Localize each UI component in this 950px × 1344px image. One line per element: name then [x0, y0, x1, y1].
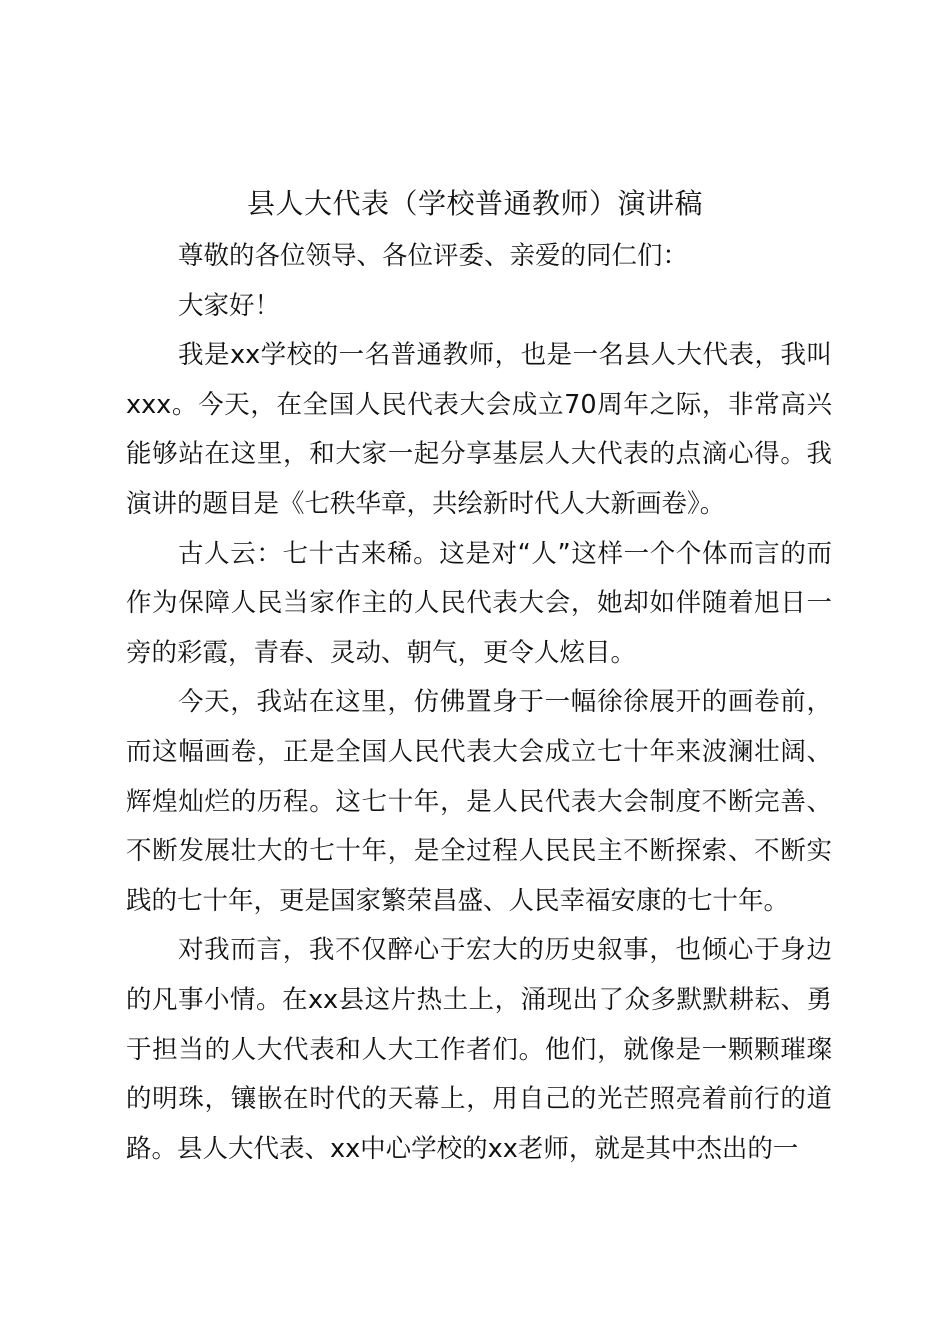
greeting-paragraph: 大家好！ [178, 290, 281, 321]
document-title: 县人大代表（学校普通教师）演讲稿 [246, 187, 703, 220]
introduction-paragraph: 我是xx学校的一名普通教师，也是一名县人大代表，我叫xxx。今天，在全国人民代表大会成立70周年之际，非常高兴能够站在这里，和大家一起分享基层人大代表的点滴心得。我演讲的题目是《七秩华章，共绘新时代人大新画卷》。 [126, 340, 832, 519]
document-body [126, 232, 832, 1174]
body-paragraph: 对我而言，我不仅醉心于宏大的历史叙事，也倾心于身边的凡事小情。在xx县这片热土上，涌现出了众多默默耕耘、勇于担当的人大代表和人大工作者们。他们，就像是一颗颗璀璨的明珠，镶嵌在时代的天幕上，用自己的光芒照亮着前行的道路。县人大代表、xx中心学校的xx老师，就是其中杰出的一 [126, 935, 832, 1164]
body-paragraph: 今天，我站在这里，仿佛置身于一幅徐徐展开的画卷前，而这幅画卷，正是全国人民代表大会成立七十年来波澜壮阔、辉煌灿烂的历程。这七十年，是人民代表大会制度不断完善、不断发展壮大的七十年，是全过程人民民主不断探索、不断实践的七十年，更是国家繁荣昌盛、人民幸福安康的七十年。 [126, 687, 832, 916]
body-paragraph: 古人云：七十古来稀。这是对“人”这样一个个体而言的而作为保障人民当家作主的人民代表大会，她却如伴随着旭日一旁的彩霞，青春、灵动、朝气，更令人炫目。 [126, 538, 832, 668]
salutation-paragraph: 尊敬的各位领导、各位评委、亲爱的同仁们： [178, 241, 689, 271]
